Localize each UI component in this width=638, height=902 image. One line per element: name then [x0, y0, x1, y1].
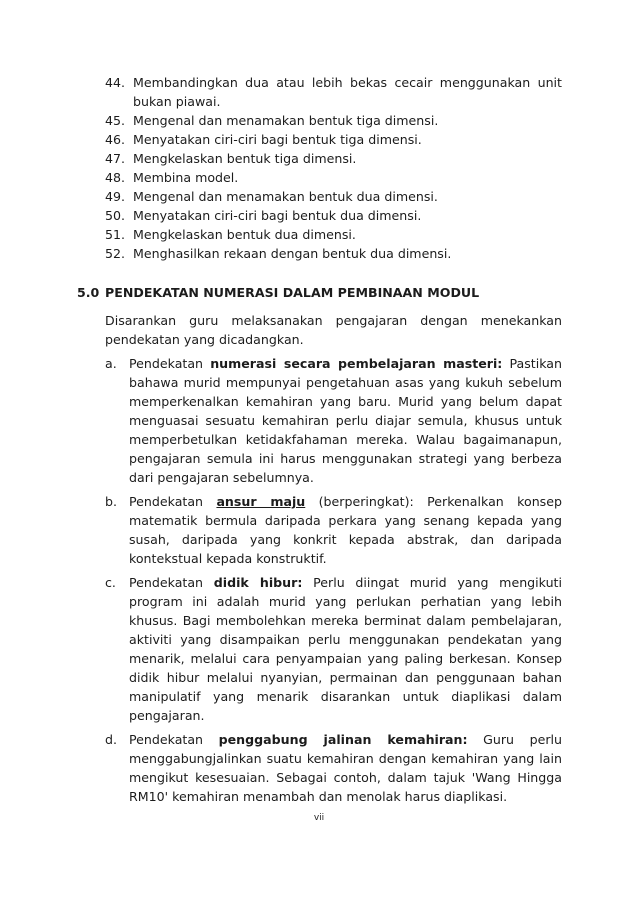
section-number: 5.0 — [77, 285, 100, 300]
objective-text: Menghasilkan rekaan dengan bentuk dua dimensi. — [133, 246, 452, 261]
page-number: vii — [313, 813, 325, 823]
approach-item-gradual — [105, 492, 562, 568]
item-body — [129, 730, 562, 806]
item-term: ansur maju — [216, 494, 306, 509]
item-letter: d. — [105, 732, 117, 747]
item-term: penggabung jalinan kemahiran: — [218, 732, 468, 747]
objective-text: Mengenal dan menamakan bentuk dua dimensi. — [133, 189, 438, 204]
objective-text: Mengenal dan menamakan bentuk tiga dimensi. — [133, 113, 439, 128]
section-intro: Disarankan guru melaksanakan pengajaran dengan menekankan pendekatan yang dicadangkan. — [105, 313, 562, 347]
item-body — [129, 573, 562, 725]
section-heading — [77, 283, 562, 302]
item-term: didik hibur: — [213, 575, 303, 590]
objective-number: 44. — [105, 75, 126, 90]
item-lead: Pendekatan — [129, 494, 204, 509]
item-letter: b. — [105, 494, 117, 509]
objective-text: Mengkelaskan bentuk dua dimensi. — [133, 227, 356, 242]
item-letter: a. — [105, 356, 117, 371]
item-lead: Pendekatan — [129, 356, 204, 371]
section-title: PENDEKATAN NUMERASI DALAM PEMBINAAN MODUL — [105, 285, 480, 300]
approach-item-edutainment — [105, 573, 562, 725]
objective-text: Membina model. — [133, 170, 239, 185]
item-text: Guru perlu menggabungjalinkan suatu kemahiran dengan kemahiran yang lain mengikut kesesuaian. Sebagai contoh, dalam tajuk 'Wang Hingga RM10' kemahiran menambah dan menolak harus diaplikasi. — [129, 732, 562, 804]
objective-text: Mengkelaskan bentuk tiga dimensi. — [133, 151, 357, 166]
objective-number: 52. — [105, 246, 126, 261]
approach-list — [105, 354, 562, 806]
item-text: Perlu diingat murid yang mengikuti program ini adalah murid yang perlukan perhatian yang lebih khusus. Bagi membolehkan mereka berminat dalam pembelajaran, aktiviti yang disampaikan perlu menggunakan pendekatan yang menarik, melalui cara penyampaian yang paling berkesan. Konsep didik hibur melalui nyanyian, permainan dan penggunaan bahan manipulatif yang menarik disarankan untuk diaplikasi dalam pengajaran. — [129, 575, 562, 723]
section-body — [77, 311, 562, 806]
objective-number: 46. — [105, 132, 126, 147]
objective-item — [105, 206, 562, 225]
item-text: Pastikan bahawa murid mempunyai pengetahuan asas yang kukuh sebelum memperkenalkan kemahiran yang baru. Murid yang belum dapat menguasai sesuatu kemahiran perlu diajar semula, khusus untuk memperbetulkan ketidakfahaman mereka. Walau bagaimanapun, pengajaran semula ini harus menggunakan strategi yang berbeza dari pengajaran sebelumnya. — [129, 356, 562, 485]
objective-item — [105, 187, 562, 206]
objective-item — [105, 225, 562, 244]
objective-number: 51. — [105, 227, 126, 242]
item-term: numerasi secara pembelajaran masteri: — [210, 356, 503, 371]
objective-number: 49. — [105, 189, 126, 204]
approach-item-integration — [105, 730, 562, 806]
item-lead: Pendekatan — [129, 732, 204, 747]
objective-number: 45. — [105, 113, 126, 128]
item-letter: c. — [105, 575, 116, 590]
objective-item — [105, 168, 562, 187]
objective-text: Menyatakan ciri-ciri bagi bentuk dua dimensi. — [133, 208, 422, 223]
objective-text: Menyatakan ciri-ciri bagi bentuk tiga dimensi. — [133, 132, 422, 147]
objective-item — [105, 130, 562, 149]
objective-item — [105, 244, 562, 263]
objectives-list — [105, 73, 562, 263]
objective-text: Membandingkan dua atau lebih bekas cecair menggunakan unit bukan piawai. — [133, 75, 562, 109]
objective-number: 50. — [105, 208, 126, 223]
objective-item — [105, 73, 562, 111]
item-text: (berperingkat): Perkenalkan konsep matematik bermula daripada perkara yang senang kepada yang susah, daripada yang konkrit kepada abstrak, dan daripada kontekstual kepada konstruktif. — [129, 494, 562, 566]
item-body — [129, 354, 562, 487]
item-lead: Pendekatan — [129, 575, 204, 590]
objective-item — [105, 111, 562, 130]
objective-number: 47. — [105, 151, 126, 166]
approach-section — [77, 283, 562, 811]
item-body — [129, 492, 562, 568]
objective-number: 48. — [105, 170, 126, 185]
objective-item — [105, 149, 562, 168]
approach-item-mastery — [105, 354, 562, 487]
